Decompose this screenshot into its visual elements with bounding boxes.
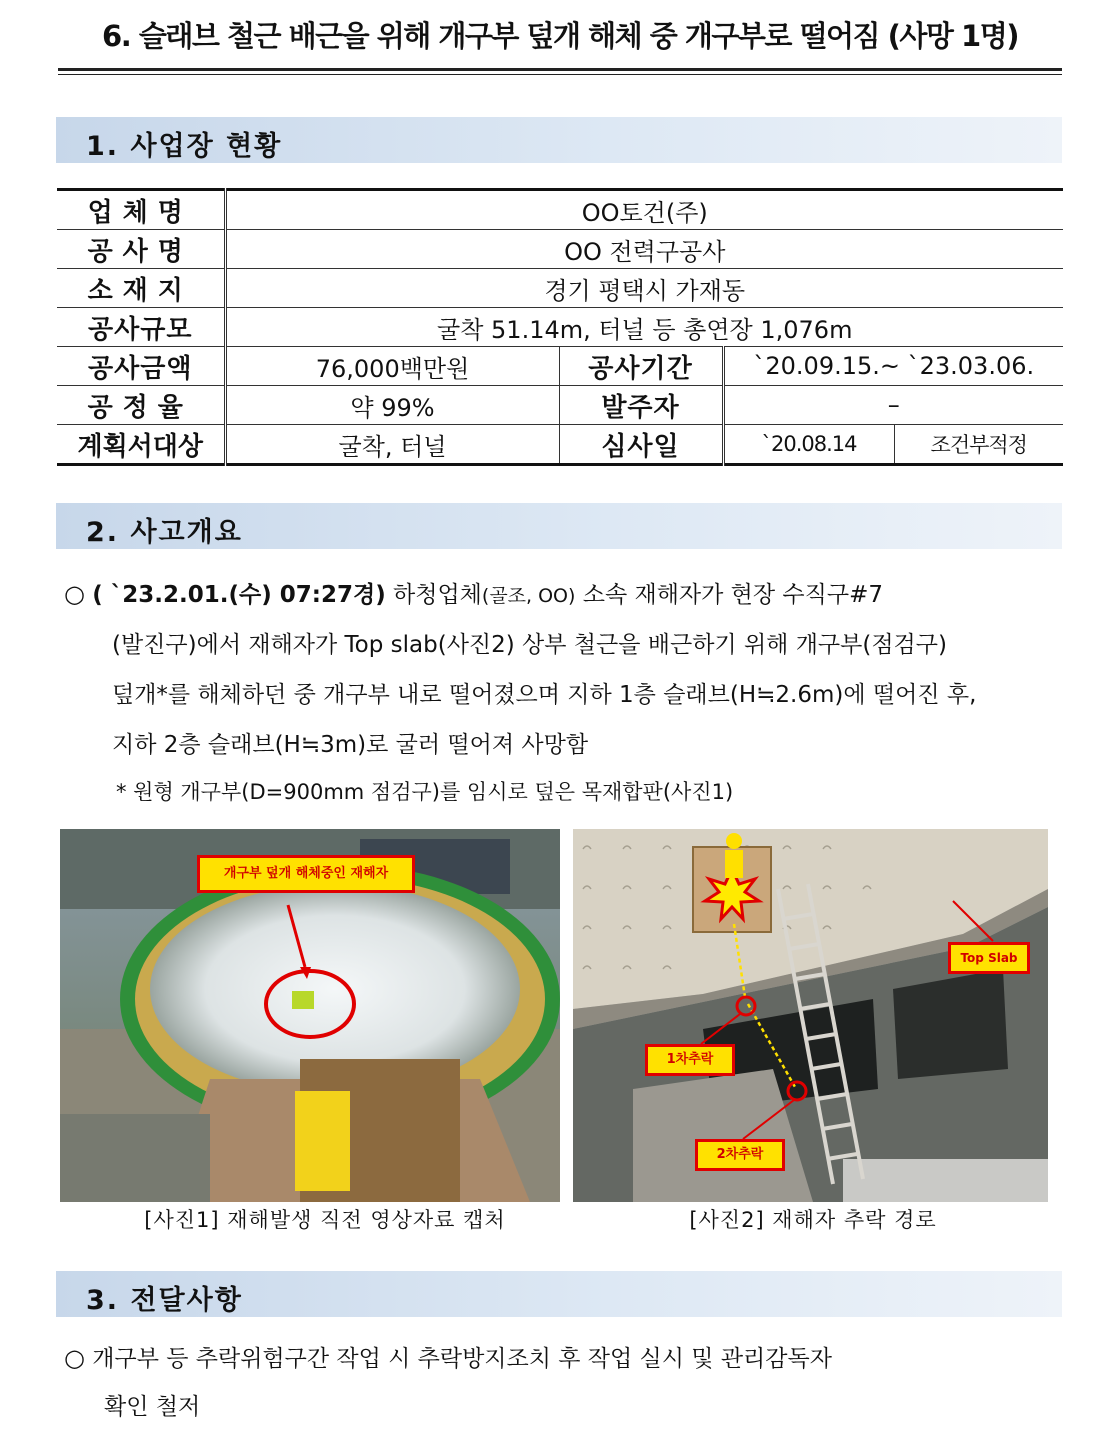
value-amount: 76,000백만원 [225, 347, 559, 386]
value-review-date: `20.08.14 [723, 425, 894, 465]
photo-2-fall1-label: 1차추락 [645, 1044, 735, 1076]
photo-2-caption: [사진2] 재해자 추락 경로 [689, 1208, 937, 1232]
accident-date: ( `23.2.01.(수) 07:27경) [92, 582, 386, 608]
photo-1 [60, 829, 560, 1202]
label-company: 업체명 [57, 190, 225, 230]
section-title: 2. 사고개요 [86, 517, 243, 548]
photo-2-topslab-label: Top Slab [948, 942, 1030, 974]
label-progress: 공정율 [57, 386, 225, 425]
title-rule [58, 68, 1062, 71]
value-review-result: 조건부적정 [894, 425, 1063, 465]
label-period: 공사기간 [559, 347, 723, 386]
lessons-line-2: 확인 철저 [104, 1394, 201, 1420]
value-project: OO 전력구공사 [225, 230, 1063, 269]
page-title: 6. 슬래브 철근 배근을 위해 개구부 덮개 해체 중 개구부로 떨어짐 (사망 1명) [102, 19, 1018, 53]
accident-line-2: (발진구)에서 재해자가 Top slab(사진2) 상부 철근을 배근하기 위해 개구부(점검구) [112, 632, 947, 658]
value-client: – [723, 386, 1063, 425]
label-location: 소재지 [57, 269, 225, 308]
section-header-accident [56, 503, 1062, 549]
accident-note: * 원형 개구부(D=900mm 점검구)를 임시로 덮은 목재합판(사진1) [116, 780, 734, 804]
section-header-lessons [56, 1271, 1062, 1317]
label-scale: 공사규모 [57, 308, 225, 347]
lessons-line-1 [64, 1340, 832, 1373]
value-scale: 굴착 51.14m, 터널 등 총연장 1,076m [225, 308, 1063, 347]
value-progress: 약 99% [225, 386, 559, 425]
lessons-text: 개구부 등 추락위험구간 작업 시 추락방지조치 후 작업 실시 및 관리감독자 [92, 1346, 832, 1372]
section-title: 3. 전달사항 [86, 1285, 243, 1316]
label-client: 발주자 [559, 386, 723, 425]
label-review: 심사일 [559, 425, 723, 465]
photo-2-fall2-label: 2차추락 [695, 1139, 785, 1171]
value-location: 경기 평택시 가재동 [225, 269, 1063, 308]
section-title: 1. 사업장 현황 [86, 131, 283, 162]
accident-text-small: (골조, OO) [481, 585, 576, 607]
photo-2 [573, 829, 1048, 1202]
value-plan: 굴착, 터널 [225, 425, 559, 465]
section-header-site [56, 117, 1062, 163]
accident-line-4: 지하 2층 슬래브(H≒3m)로 굴러 떨어져 사망함 [112, 732, 589, 758]
bullet-circle: ○ [64, 580, 85, 608]
photo-1-caption: [사진1] 재해발생 직전 영상자료 캡처 [144, 1208, 506, 1232]
photo-1-callout: 개구부 덮개 해체중인 재해자 [197, 855, 415, 893]
accident-line-1 [64, 576, 883, 609]
value-company: OO토건(주) [225, 190, 1063, 230]
accident-text: 소속 재해자가 현장 수직구#7 [582, 582, 883, 608]
value-period: `20.09.15.~ `23.03.06. [723, 347, 1063, 386]
accident-line-3: 덮개*를 해체하던 중 개구부 내로 떨어졌으며 지하 1층 슬래브(H≒2.6m)에 떨어진 후, [112, 682, 977, 708]
photo-2-illustration [573, 829, 1048, 1202]
title-rule-thin [58, 74, 1062, 75]
label-project: 공사명 [57, 230, 225, 269]
bullet-circle: ○ [64, 1344, 85, 1372]
site-info-table [57, 188, 1063, 466]
label-plan: 계획서대상 [57, 425, 225, 465]
accident-text: 하청업체 [393, 582, 482, 608]
label-amount: 공사금액 [57, 347, 225, 386]
